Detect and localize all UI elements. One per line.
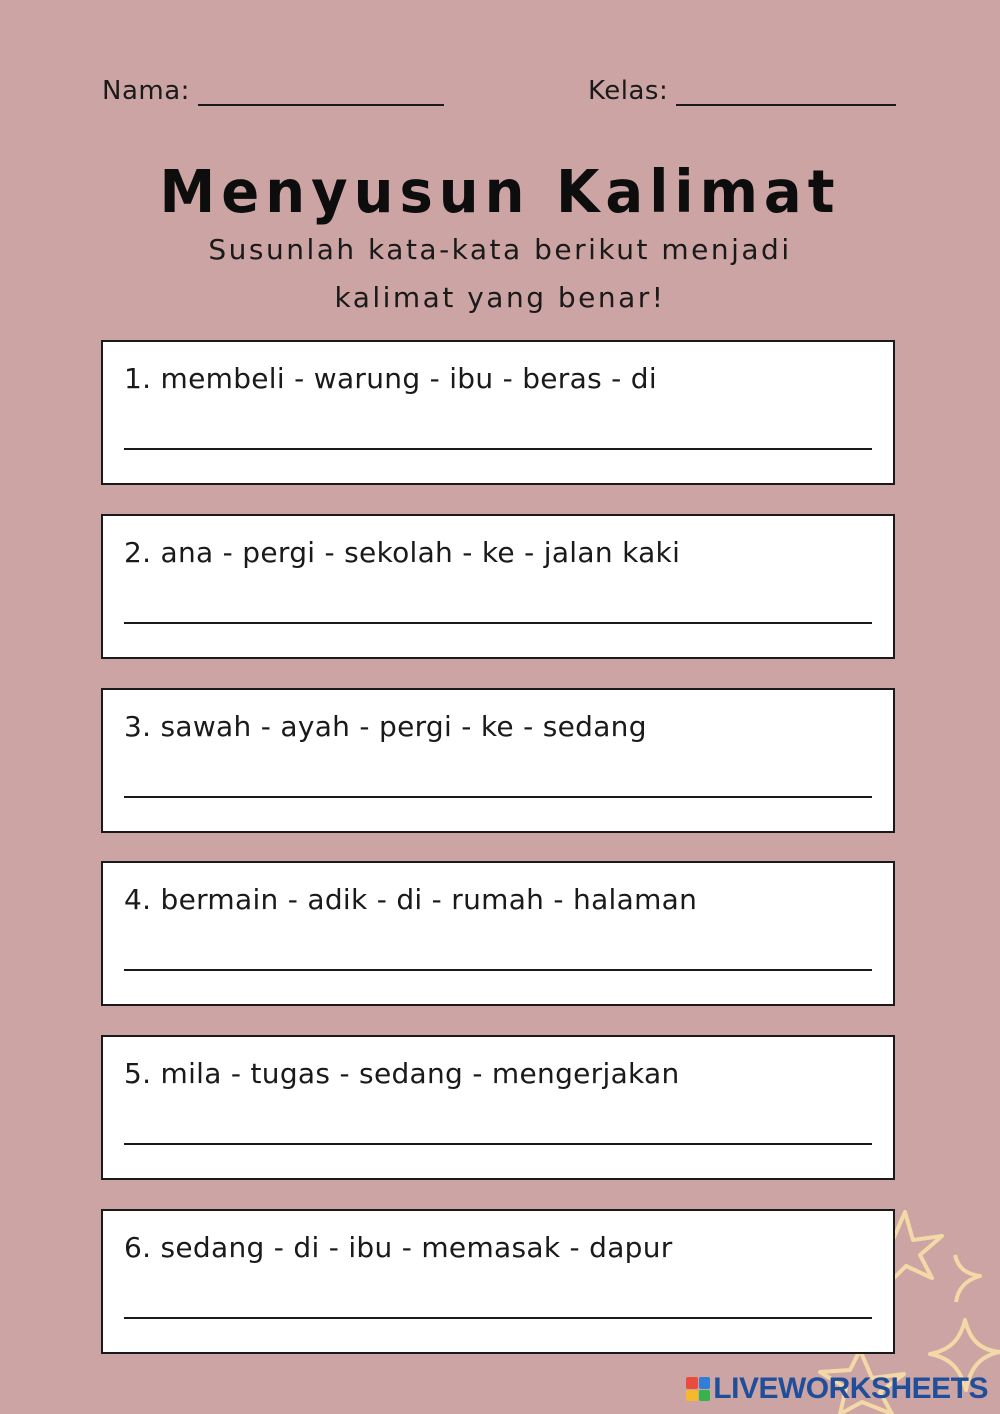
liveworksheets-brand bbox=[686, 1372, 988, 1406]
answer-line-5[interactable] bbox=[124, 1143, 872, 1145]
question-box-2 bbox=[101, 514, 895, 659]
brand-name: LIVEWORKSHEETS bbox=[713, 1372, 988, 1405]
answer-line-4[interactable] bbox=[124, 969, 872, 971]
question-box-4 bbox=[101, 861, 895, 1006]
page-title: Menyusun Kalimat bbox=[159, 158, 841, 227]
question-text-1: 1. membeli - warung - ibu - beras - di bbox=[124, 362, 657, 395]
question-text-3: 3. sawah - ayah - pergi - ke - sedang bbox=[124, 710, 647, 743]
instructions-line-2: kalimat yang benar! bbox=[334, 281, 666, 314]
nama-blank-line[interactable] bbox=[198, 76, 444, 106]
answer-line-6[interactable] bbox=[124, 1317, 872, 1319]
question-text-4: 4. bermain - adik - di - rumah - halaman bbox=[124, 883, 698, 916]
answer-line-2[interactable] bbox=[124, 622, 872, 624]
question-text-5: 5. mila - tugas - sedang - mengerjakan bbox=[124, 1057, 680, 1090]
kelas-label: Kelas: bbox=[588, 76, 669, 106]
liveworksheets-logo-icon bbox=[686, 1377, 710, 1401]
nama-field bbox=[102, 76, 444, 106]
answer-line-1[interactable] bbox=[124, 448, 872, 450]
question-text-2: 2. ana - pergi - sekolah - ke - jalan kaki bbox=[124, 536, 681, 569]
question-box-1 bbox=[101, 340, 895, 485]
question-box-5 bbox=[101, 1035, 895, 1180]
instructions-line-1: Susunlah kata-kata berikut menjadi bbox=[208, 233, 792, 266]
instructions bbox=[150, 226, 850, 322]
kelas-blank-line[interactable] bbox=[676, 76, 896, 106]
question-text-6: 6. sedang - di - ibu - memasak - dapur bbox=[124, 1231, 673, 1264]
kelas-field bbox=[588, 76, 896, 106]
answer-line-3[interactable] bbox=[124, 796, 872, 798]
question-box-6 bbox=[101, 1209, 895, 1354]
question-box-3 bbox=[101, 688, 895, 833]
nama-label: Nama: bbox=[102, 76, 190, 106]
